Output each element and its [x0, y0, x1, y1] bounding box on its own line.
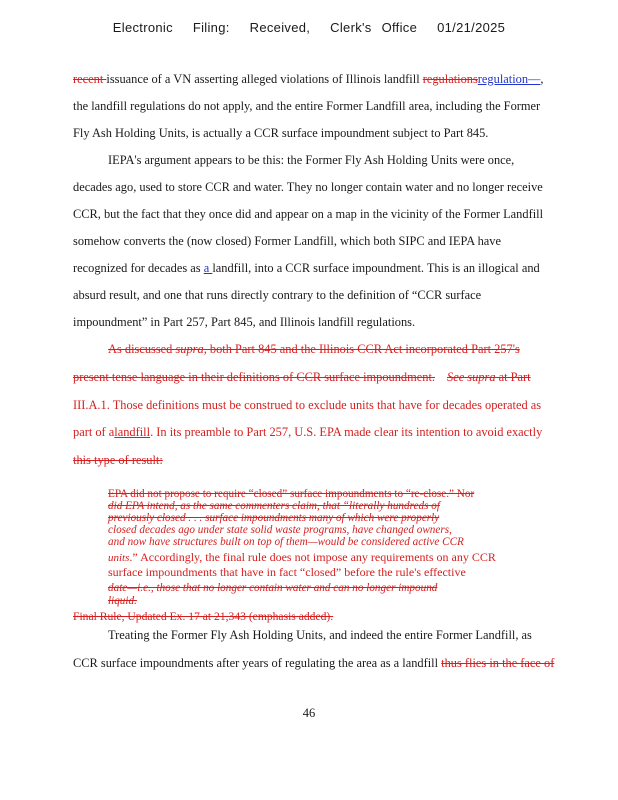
deleted-text: As discussed: [108, 342, 176, 356]
quote-line-1: EPA did not propose to require “closed” surface impoundments to “re-close.” Nor: [108, 488, 475, 500]
p2-line-3: CCR, but the fact that they once did and appear on a map in the vicinity of the Former Landfill: [73, 207, 544, 221]
quote-line-9: liquid.: [108, 595, 137, 607]
deleted-text-italic: supra: [175, 342, 204, 356]
inserted-text: landfill: [114, 425, 151, 439]
header-date: 01/21/2025: [437, 20, 506, 35]
body-text: ,: [540, 72, 544, 86]
p3-line-2: [73, 370, 531, 385]
inserted-text: a: [203, 261, 213, 275]
p2-line-6: absurd result, and one that runs directly contrary to the definition of “CCR surface: [73, 288, 482, 302]
body-text: CCR surface impoundments after years of regulating the area as a landfill: [73, 656, 442, 670]
quote-line-3: previously closed . . . surface impoundments many of which were properly: [108, 512, 440, 524]
p4-line-2: [73, 656, 554, 671]
p1-line-3: Fly Ash Holding Units, is actually a CCR surface impoundment subject to Part 845.: [73, 126, 489, 140]
body-text: recognized for decades as: [73, 261, 204, 275]
body-text: . In its preamble to Part 257, U.S. EPA made clear its intention to avoid exactly: [150, 425, 543, 439]
p3-line-5: this type of result:: [73, 453, 163, 467]
p1-line-1: [73, 72, 544, 87]
header-filing: Filing:: [192, 20, 230, 35]
p3-line-4: [73, 425, 542, 440]
inserted-text: regulation—: [477, 72, 541, 86]
deleted-text: present tense: [73, 370, 141, 384]
header-electronic: Electronic: [112, 20, 173, 35]
quote-line-6: [108, 551, 496, 564]
quote-line-4: closed decades ago under state solid waste programs, have changed owners,: [108, 524, 452, 536]
header-office: Office: [381, 20, 418, 35]
deleted-text: recent: [73, 72, 107, 86]
page-number: 46: [302, 706, 316, 720]
p2-line-7: impoundment” in Part 257, Part 845, and Illinois landfill regulations.: [73, 315, 416, 329]
quote-italic: units: [108, 552, 130, 564]
quote-line-5: and now have structures built on top of them—would be considered active CCR: [108, 536, 464, 548]
body-text: issuance of a VN asserting alleged violations of Illinois landfill: [106, 72, 423, 86]
deleted-text: thus flies in the face of: [441, 656, 555, 670]
p3-line-1: [108, 342, 520, 357]
quote-line-7: surface impoundments that have in fact “closed” before the rule's effective: [108, 565, 466, 579]
quote-citation: Final Rule, Updated Ex. 17 at 21,343 (emphasis added).: [73, 610, 334, 623]
p2-line-4: somehow converts the (now closed) Former Landfill, which both SIPC and IEPA have: [73, 234, 501, 248]
quote-line-2: did EPA intend, as the same commenters claim, that “literally hundreds of: [108, 500, 440, 512]
body-text: landfill, into a CCR surface impoundment. This is an illogical and: [212, 261, 540, 275]
p2-line-2: decades ago, used to store CCR and water. They no longer contain water and no longer receive: [73, 180, 543, 194]
deleted-text: language in their definitions of CCR surface impoundment.: [140, 370, 435, 384]
p4-line-1: Treating the Former Fly Ash Holding Units, and indeed the entire Former Landfill, as: [108, 628, 532, 642]
header-clerks: Clerk's: [330, 20, 372, 35]
deleted-text: , both Part 845 and the Illinois CCR Act incorporated Part 257's: [203, 342, 520, 356]
quote-text: .” Accordingly, the final rule does not impose any requirements on any CCR: [129, 550, 496, 564]
deleted-text: at Part: [495, 370, 531, 384]
p2-line-1: IEPA's argument appears to be this: the Former Fly Ash Holding Units were once,: [108, 153, 515, 167]
body-text: part of a: [73, 425, 115, 439]
header-received: Received,: [249, 20, 311, 35]
p1-line-2: the landfill regulations do not apply, and the entire Former Landfill area, including the Former: [73, 99, 541, 113]
filing-header: [0, 20, 618, 35]
deleted-text-italic: See supra: [447, 370, 496, 384]
quote-line-8: date—i.e., those that no longer contain water and can no longer impound: [108, 582, 438, 594]
p3-line-3: III.A.1. Those definitions must be construed to exclude units that have for decades operated as: [73, 398, 542, 412]
p2-line-5: [73, 261, 540, 276]
deleted-text: regulations: [422, 72, 478, 86]
